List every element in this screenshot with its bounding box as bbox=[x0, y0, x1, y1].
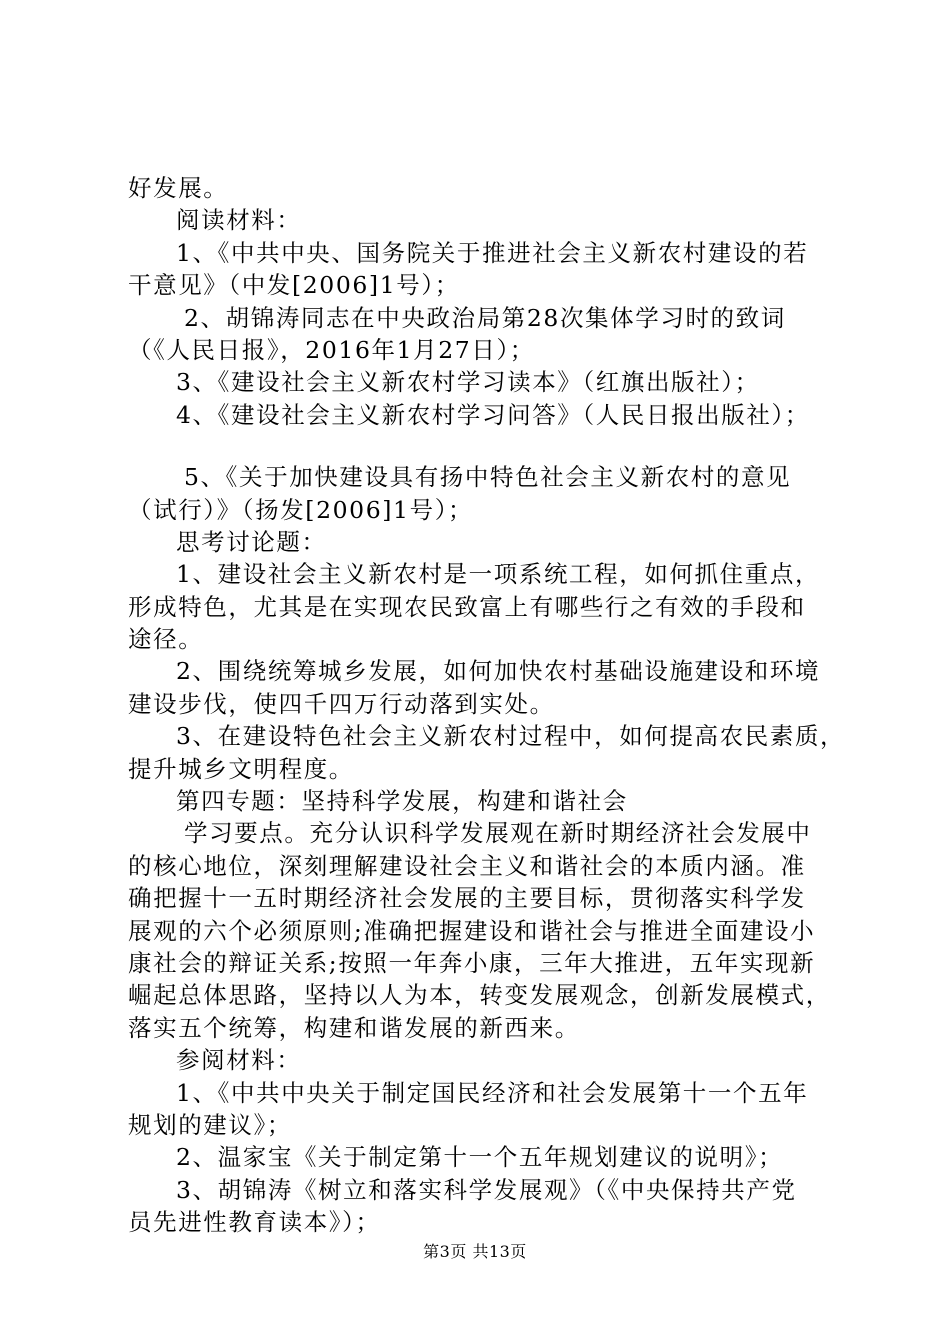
text-line: 3、胡锦涛《树立和落实科学发展观》（《中央保持共产党 bbox=[176, 1175, 797, 1204]
text-line: 展观的六个必须原则;准确把握建设和谐社会与推进全面建设小 bbox=[128, 916, 816, 945]
text-line: 3、《建设社会主义新农村学习读本》（红旗出版社）； bbox=[176, 368, 760, 397]
text-line: 康社会的辩证关系;按照一年奔小康，三年大推进，五年实现新 bbox=[128, 948, 816, 977]
text-line: 好发展。 bbox=[128, 174, 229, 202]
text-line: 2、围绕统筹城乡发展，如何加快农村基础设施建设和环境 bbox=[176, 657, 821, 686]
text-line: 形成特色，尤其是在实现农民致富上有哪些行之有效的手段和 bbox=[128, 592, 806, 621]
text-line: 确把握十一五时期经济社会发展的主要目标，贯彻落实科学发 bbox=[128, 884, 806, 913]
text-line: 员先进性教育读本》）； bbox=[128, 1208, 381, 1237]
text-line: 建设步伐，使四千四万行动落到实处。 bbox=[128, 689, 555, 718]
text-line: （试行）》（扬发[2006]1号）； bbox=[128, 495, 474, 524]
text-line: 1、《中共中央、国务院关于推进社会主义新农村建设的若 bbox=[176, 238, 809, 267]
text-line: 2、温家宝《关于制定第十一个五年规划建议的说明》； bbox=[176, 1143, 784, 1172]
text-line: 学习要点。充分认识科学发展观在新时期经济社会发展中 bbox=[184, 819, 812, 848]
section-heading: 思考讨论题： bbox=[176, 527, 327, 556]
text-line: 1、建设社会主义新农村是一项系统工程，如何抓住重点， bbox=[176, 560, 821, 589]
text-line: 阅读材料： bbox=[176, 206, 302, 235]
page-footer: 第3页 共13页 bbox=[423, 1242, 527, 1261]
text-line: 1、《中共中央关于制定国民经济和社会发展第十一个五年 bbox=[176, 1078, 809, 1107]
text-line: 4、《建设社会主义新农村学习问答》（人民日报出版社）； bbox=[176, 400, 810, 429]
body-text bbox=[128, 172, 846, 1239]
topic-heading: 第四专题：坚持科学发展，构建和谐社会 bbox=[176, 787, 628, 816]
text-line: （《人民日报》，2016年1月27日）； bbox=[128, 335, 535, 364]
text-line: 的核心地位，深刻理解建设社会主义和谐社会的本质内涵。准 bbox=[128, 851, 806, 880]
text-line: 规划的建议》； bbox=[128, 1110, 292, 1139]
text-line: 落实五个统筹，构建和谐发展的新西来。 bbox=[128, 1013, 580, 1042]
text-line: 提升城乡文明程度。 bbox=[128, 754, 354, 783]
blank-gap bbox=[128, 431, 840, 461]
text-line: 2、胡锦涛同志在中央政治局第28次集体学习时的致词 bbox=[184, 303, 786, 332]
text-line: 干意见》（中发[2006]1号）； bbox=[128, 271, 460, 300]
text-line: 5、《关于加快建设具有扬中特色社会主义新农村的意见 bbox=[184, 463, 792, 492]
text-line: 崛起总体思路，坚持以人为本，转变发展观念，创新发展模式， bbox=[128, 981, 831, 1010]
text-line: 3、在建设特色社会主义新农村过程中，如何提高农民素质， bbox=[176, 722, 846, 751]
section-heading: 参阅材料： bbox=[176, 1046, 302, 1075]
text-line: 途径。 bbox=[128, 625, 204, 654]
